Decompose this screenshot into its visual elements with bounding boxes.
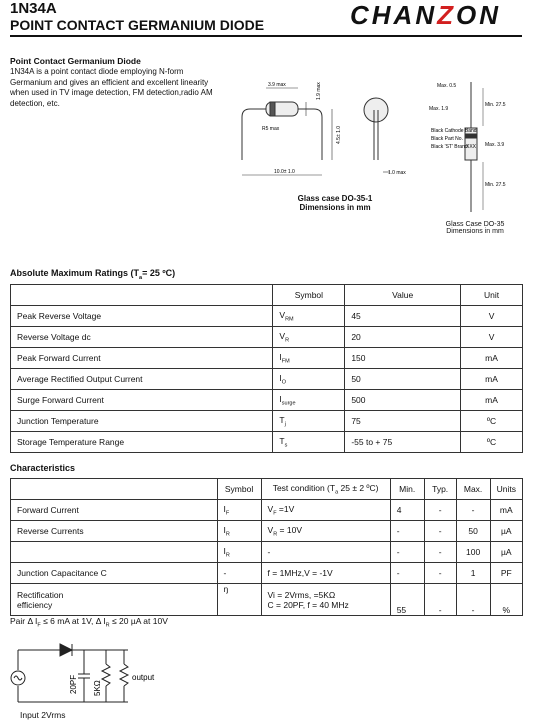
typ-cell: - — [424, 500, 456, 521]
param-cell: Forward Current — [11, 500, 218, 521]
page-title: POINT CONTACT GERMANIUM DIODE — [10, 17, 265, 33]
symbol-sub: FM — [281, 358, 290, 365]
dim-label: Min. 27.5 — [485, 102, 506, 108]
condition-tail: = 10V — [277, 524, 302, 535]
condition-cell — [261, 542, 390, 563]
col-header: Value — [345, 285, 461, 306]
symbol-cell — [273, 327, 345, 348]
cathode-band — [465, 134, 477, 138]
symbol: V — [279, 309, 286, 320]
table-row — [11, 521, 523, 542]
param-cell: Reverse Voltage dc — [11, 327, 273, 348]
table-row — [11, 369, 523, 390]
diode-symbol — [60, 644, 72, 656]
table-row — [11, 563, 523, 584]
table-row — [11, 584, 523, 616]
figure1-caption — [275, 194, 395, 212]
unit-cell: ºC — [461, 411, 523, 432]
condition-tail: =1V — [276, 503, 295, 514]
pair-sub: R — [105, 622, 110, 629]
col-header: Typ. — [424, 479, 456, 500]
col-header — [11, 285, 273, 306]
min-cell: - — [390, 521, 424, 542]
symbol-sub: R — [285, 337, 290, 344]
table-row — [11, 500, 523, 521]
symbol-cell: - — [217, 563, 261, 584]
resistor-symbol — [102, 664, 110, 686]
param-cell: Average Rectified Output Current — [11, 369, 273, 390]
header-rule — [10, 35, 522, 37]
symbol-cell — [273, 306, 345, 327]
value-cell: 75 — [345, 411, 461, 432]
condition-cell — [261, 584, 390, 616]
diode-end-view — [364, 98, 388, 122]
output-label: output — [132, 673, 155, 682]
typ-cell: - — [424, 542, 456, 563]
resistor-label: 5KΩ — [93, 680, 102, 696]
abs-max-table — [10, 284, 523, 453]
dim-label: Max. 0.5 — [437, 83, 457, 89]
description-heading: Point Contact Germanium Diode — [10, 56, 141, 66]
abs-max-heading — [10, 268, 175, 281]
symbol: I — [223, 524, 226, 535]
param-cell — [11, 584, 218, 616]
pair-text: ≤ 20 µA at 10V — [109, 616, 168, 626]
condition-cell — [261, 521, 390, 542]
col-header-text: Test condition (T — [272, 482, 336, 493]
capacitor-label: 20PF — [69, 674, 78, 694]
symbol-cell — [273, 369, 345, 390]
value-cell: 20 — [345, 327, 461, 348]
param-cell: Peak Reverse Voltage — [11, 306, 273, 327]
dim-label: 3.9 max — [268, 82, 286, 88]
param-cell: Storage Temperature Range — [11, 432, 273, 453]
unit-cell: PF — [490, 563, 522, 584]
min-cell: 4 — [390, 500, 424, 521]
input-label: Input 2Vrms — [20, 710, 66, 720]
load-symbol — [120, 664, 128, 686]
condition: - — [267, 547, 271, 557]
condition-cell — [261, 500, 390, 521]
pair-spec — [10, 616, 168, 629]
figure1-caption-line1: Glass case DO-35-1 — [297, 194, 373, 203]
param-cell: Reverse Currents — [11, 521, 218, 542]
abs-max-heading-tail: = 25 ºC) — [142, 268, 176, 278]
value-cell: 50 — [345, 369, 461, 390]
symbol-cell — [217, 542, 261, 563]
param-line: Rectification — [17, 589, 64, 600]
param-line: efficiency — [17, 599, 53, 610]
do35-1-drawing — [228, 80, 428, 190]
dim-label: Max. 3.9 — [485, 142, 505, 148]
symbol-sub: F — [225, 510, 230, 517]
value-cell: -55 to + 75 — [345, 432, 461, 453]
pair-text: Pair Δ I — [10, 616, 38, 626]
value-cell: 500 — [345, 390, 461, 411]
max-cell: - — [456, 584, 490, 616]
symbol-sub: RM — [285, 316, 294, 323]
unit-cell: mA — [461, 369, 523, 390]
symbol: I — [223, 503, 226, 514]
symbol-cell — [273, 348, 345, 369]
band-label: Black Cathode Band — [431, 128, 477, 134]
abs-max-heading-sub: a — [139, 274, 143, 281]
dim-label: R5 max — [262, 126, 280, 132]
condition: V — [267, 503, 274, 514]
lead-left — [242, 109, 266, 160]
table-row — [11, 432, 523, 453]
symbol: I — [279, 372, 282, 383]
symbol-cell — [273, 411, 345, 432]
typ-cell: - — [424, 563, 456, 584]
lead-right — [298, 109, 322, 160]
col-header: Min. — [390, 479, 424, 500]
typ-cell: - — [424, 584, 456, 616]
logo-text-z: Z — [437, 0, 456, 30]
unit-cell: V — [461, 327, 523, 348]
param-cell: Junction Temperature — [11, 411, 273, 432]
figure1-caption-line2: Dimensions in mm — [299, 203, 371, 212]
symbol-cell — [217, 521, 261, 542]
dim-label: 4.5± 1.0 — [336, 125, 342, 144]
max-cell: - — [456, 500, 490, 521]
unit-cell: µA — [490, 542, 522, 563]
dim-label: Max. 1.9 — [429, 106, 449, 112]
dim-label: 1.9 max — [316, 82, 322, 100]
max-cell: 50 — [456, 521, 490, 542]
condition-line: C = 20PF, f = 40 MHz — [267, 599, 349, 610]
symbol-cell — [273, 390, 345, 411]
symbol-sub: j — [284, 421, 286, 428]
symbol-cell — [217, 500, 261, 521]
min-cell: 55 — [390, 584, 424, 616]
symbol-sub: surge — [281, 400, 296, 407]
pair-sub: F — [37, 622, 41, 629]
table-header-row — [11, 285, 523, 306]
unit-cell: ºC — [461, 432, 523, 453]
value-cell: 45 — [345, 306, 461, 327]
test-circuit — [8, 636, 198, 710]
condition-sub: R — [273, 531, 278, 538]
param-cell — [11, 542, 218, 563]
max-cell: 100 — [456, 542, 490, 563]
param-cell: Peak Forward Current — [11, 348, 273, 369]
symbol-sub: R — [225, 552, 230, 559]
figure2-caption-line2: Dimensions in mm — [446, 228, 504, 235]
characteristics-table — [10, 478, 523, 616]
symbol-sub: R — [225, 531, 230, 538]
logo-text-right: ON — [456, 0, 501, 30]
table-row — [11, 348, 523, 369]
brand-logo — [350, 0, 501, 31]
col-header-tail: 25 ± 2 ºC) — [338, 482, 379, 493]
condition-cell: f = 1MHz,V = -1V — [261, 563, 390, 584]
min-cell: - — [390, 563, 424, 584]
condition-line: Vi = 2Vrms, =5KΩ — [267, 589, 336, 600]
band-label: Black Part No. — [431, 136, 463, 142]
symbol: V — [279, 330, 286, 341]
symbol: I — [223, 545, 226, 556]
col-header-sub: a — [335, 489, 339, 496]
unit-cell: mA — [461, 390, 523, 411]
table-header-row — [11, 479, 523, 500]
symbol: I — [279, 351, 282, 362]
table-row — [11, 390, 523, 411]
symbol-cell — [273, 432, 345, 453]
table-row — [11, 542, 523, 563]
min-cell: - — [390, 542, 424, 563]
col-header-test-condition — [261, 479, 390, 500]
col-header: Symbol — [217, 479, 261, 500]
cathode-band — [270, 102, 275, 116]
part-number: 1N34A — [10, 0, 57, 17]
figure2-caption-line1: Glass Case DO-35 — [445, 221, 505, 228]
unit-cell: V — [461, 306, 523, 327]
pair-text: ≤ 6 mA at 1V, Δ I — [40, 616, 106, 626]
condition: V — [267, 524, 274, 535]
dim-label: 10.0± 1.0 — [274, 169, 295, 175]
band-label: Black 'ST' Brand — [431, 144, 468, 150]
description-text: 1N34A is a point contact diode employing N-form Germanium and gives an efficient and excellent linearity when used in TV image detection, FM detection,radio AM detection, etc. — [10, 67, 213, 108]
dim-label: 1.0 max — [388, 170, 406, 176]
sine-wave-icon — [14, 676, 22, 680]
value-cell: 150 — [345, 348, 461, 369]
abs-max-heading-text: Absolute Maximum Ratings (T — [10, 268, 140, 278]
symbol: I — [279, 393, 282, 404]
typ-cell: - — [424, 521, 456, 542]
col-header: Unit — [461, 285, 523, 306]
col-header — [11, 479, 218, 500]
table-row — [11, 327, 523, 348]
table-row — [11, 411, 523, 432]
symbol: T — [279, 435, 285, 446]
do35-drawing — [425, 80, 525, 220]
dim-label: Min. 27.5 — [485, 182, 506, 188]
param-cell: Junction Capacitance C — [11, 563, 218, 584]
symbol: T — [279, 414, 285, 425]
unit-cell: µA — [490, 521, 522, 542]
figure2-caption — [420, 221, 530, 235]
table-row — [11, 306, 523, 327]
symbol-cell: ŋ — [217, 584, 261, 616]
param-cell: Surge Forward Current — [11, 390, 273, 411]
diode-marking: XXX — [466, 144, 477, 150]
symbol-sub: O — [281, 379, 287, 386]
logo-text-left: CHAN — [350, 0, 438, 30]
col-header: Symbol — [273, 285, 345, 306]
max-cell: 1 — [456, 563, 490, 584]
characteristics-heading: Characteristics — [10, 463, 76, 473]
condition-sub: F — [273, 510, 277, 517]
col-header: Max. — [456, 479, 490, 500]
col-header: Units — [490, 479, 522, 500]
unit-cell: mA — [490, 500, 522, 521]
unit-cell: mA — [461, 348, 523, 369]
symbol-sub: s — [284, 442, 288, 449]
unit-cell: % — [490, 584, 522, 616]
